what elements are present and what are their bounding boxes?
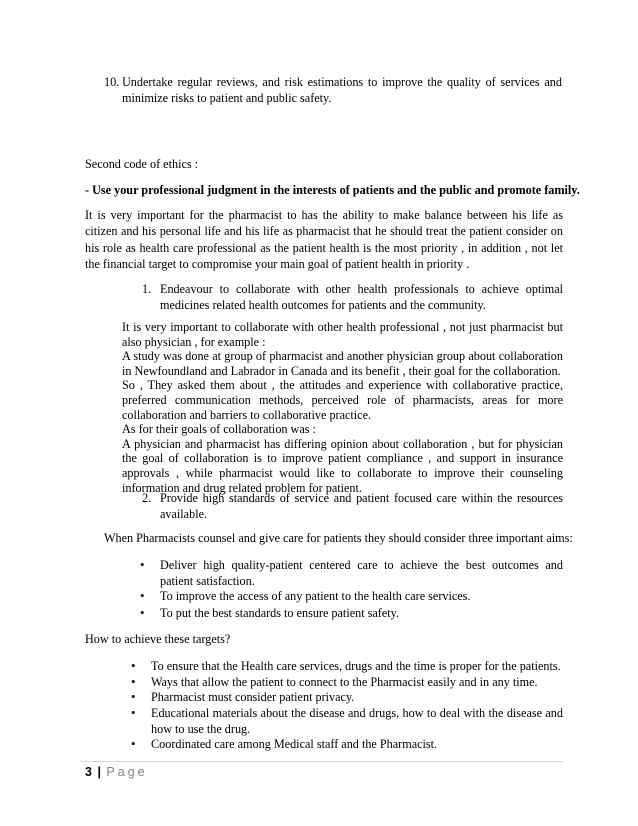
target-bullet-5: • bbox=[131, 736, 136, 751]
collaboration-block bbox=[122, 320, 563, 495]
target-bullet-1: • bbox=[131, 658, 136, 673]
aim-item-1: Deliver high quality-patient centered care to achieve the best outcomes and patient satisfaction. bbox=[160, 558, 563, 588]
target-item-1: To ensure that the Health care services, drugs and the time is proper for the patients. bbox=[151, 659, 561, 673]
aims-intro: When Pharmacists counsel and give care for patients they should consider three important aims: bbox=[104, 531, 573, 545]
item-2-number: 2. bbox=[142, 491, 152, 505]
target-bullet-2: • bbox=[131, 674, 136, 689]
intro-paragraph: It is very important for the pharmacist to has the ability to make balance between his life as citizen and his personal life and his life as pharmacist that he should treat the patient consider on his role as health care professional as the patient health is the most priority , in addition , not let the financial target to compromise your main goal of patient health in priority . bbox=[85, 208, 563, 271]
aim-item-2: To improve the access of any patient to the health care services. bbox=[160, 589, 471, 603]
target-item-4: Educational materials about the disease and drugs, how to deal with the disease and how to use the drug. bbox=[151, 706, 563, 736]
second-code-label: Second code of ethics : bbox=[85, 157, 199, 171]
item-1-number: 1. bbox=[142, 282, 152, 296]
collab-line-1: It is very important to collaborate with other health professional , not just pharmacist but also physician , for example : bbox=[122, 320, 563, 349]
collab-line-3: So , They asked them about , the attitudes and experience with collaborative practice, preferred communication methods, perceived role of pharmacists, areas for more collaboration and barriers to collaborative practice. bbox=[122, 378, 563, 422]
page-number: 3 bbox=[85, 765, 92, 779]
page-footer bbox=[85, 764, 148, 780]
collab-line-2: A study was done at group of pharmacist and another physician group about collaboration in Newfoundland and Labrador in Canada and its benefit , their goal for the collaboration. bbox=[122, 349, 563, 378]
aim-bullet-1: • bbox=[140, 557, 145, 572]
footer-divider bbox=[80, 761, 564, 762]
item-10-text: Undertake regular reviews, and risk estimations to improve the quality of services and minimize risks to patient and public safety. bbox=[122, 75, 562, 105]
targets-question: How to achieve these targets? bbox=[85, 632, 231, 646]
target-item-3: Pharmacist must consider patient privacy. bbox=[151, 690, 355, 704]
item-2-text: Provide high standards of service and patient focused care within the resources available. bbox=[160, 491, 563, 521]
item-1-text: Endeavour to collaborate with other health professionals to achieve optimal medicines related health outcomes for patients and the community. bbox=[160, 282, 563, 312]
aim-bullet-3: • bbox=[140, 605, 145, 620]
target-bullet-3: • bbox=[131, 689, 136, 704]
target-item-5: Coordinated care among Medical staff and the Pharmacist. bbox=[151, 737, 438, 751]
target-item-2: Ways that allow the patient to connect to the Pharmacist easily and in any time. bbox=[151, 675, 538, 689]
page-word: Page bbox=[106, 765, 148, 779]
collab-line-4: As for their goals of collaboration was : bbox=[122, 422, 316, 437]
footer-separator: | bbox=[97, 765, 101, 779]
aim-bullet-2: • bbox=[140, 588, 145, 603]
item-10-number: 10. bbox=[104, 75, 120, 89]
target-bullet-4: • bbox=[131, 705, 136, 720]
aim-item-3: To put the best standards to ensure patient safety. bbox=[160, 606, 399, 620]
collab-line-5: A physician and pharmacist has differing opinion about collaboration , but for physician the goal of collaboration is to improve patient compliance , and support in insurance approvals , while pharmacist would like to collaborate to improve their counseling information and drug related problem for patient. bbox=[122, 436, 563, 495]
bold-heading: - Use your professional judgment in the interests of patients and the public and promote family. bbox=[85, 183, 580, 197]
